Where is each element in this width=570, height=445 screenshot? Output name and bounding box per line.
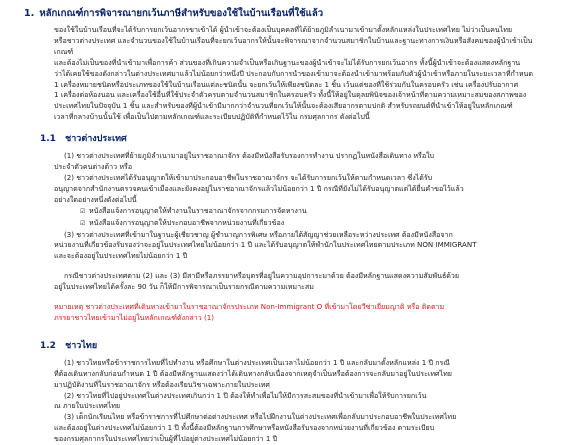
- section-title: หลักเกณฑ์การพิจารณายกเว้นภาษีสำหรับของใช้ในบ้านเรือนที่ใช้แล้ว: [39, 8, 324, 19]
- subsection-heading-foreigners: [40, 131, 546, 145]
- thais-criteria: [54, 358, 546, 445]
- criteria-line: ประจำตัวคนต่างด้าว หรือ: [54, 162, 133, 172]
- criteria-line: ณ ภายในประเทศไทย: [54, 401, 121, 411]
- criteria-line: ที่ต้องเดินทางกลับก่อนกำหนด 1 ปี ต้องมีหลักฐานแสดงว่าได้เดินทางกลับเนื่องจากเหตุจำเป็นหรือต้องการจะกลับมาอยู่ในประเทศไทย: [54, 368, 452, 378]
- warning-note: [54, 302, 546, 324]
- intro-line: ว่าได้เคยใช้ของดังกล่าวในต่างประเทศมาแล้วไม่น้อยกว่าหนึ่งปี ประกอบกับการนำของเข้ามาจะต้องนำเข้ามาพร้อมกับตัวผู้นำเข้าหรือภายในระยะเวลาที่กำหนด: [54, 68, 533, 78]
- bullet-item: [80, 206, 546, 218]
- warning-line: ภรรยาชาวไทยเข้ามาไม่อยู่ในหลักเกณฑ์ดังกล่าว (1): [54, 312, 214, 322]
- section-number: 1.: [24, 8, 35, 19]
- checkbox-bullet-icon: ☑: [80, 207, 86, 215]
- subsection-number: 1.1: [40, 134, 56, 145]
- intro-line: เวลาที่กลางบ้านนั้นใช้ เพื่อเป็นไปตามหลักเกณฑ์และระเบียบปฏิบัติที่กำหนดไว้ใน กรมศุลกากร ดังต่อไปนี้: [54, 112, 370, 122]
- criteria-line: (2) ชาวต่างประเทศได้รับอนุญาตให้เข้ามาประกอบอาชีพในราชอาณาจักร จะได้รับการยกเว้นให้ตามกำหนดเวลา ซึ่งได้รับ: [64, 172, 433, 182]
- subsection-number: 1.2: [40, 340, 56, 351]
- subsection-title: ชาวต่างประเทศ: [65, 134, 127, 145]
- criteria-line: อนุญาตจากสำนักงานตรวจคนเข้าเมืองและยังคงอยู่ในราชอาณาจักรแล้วไม่น้อยกว่า 1 ปี กรณีที่ยังไม่ได้รับอนุญาตแต่ได้ยื่นคำขอไว้แล้ว: [54, 183, 464, 193]
- bullet-text: หนังสือแจ้งการอนุญาตให้ประกอบอาชีพจากหน่วยงานที่เกี่ยวข้อง: [89, 217, 285, 227]
- bullet-item: [80, 218, 546, 230]
- intro-line: หรือชาวต่างประเทศ และจำนวนของใช้ในบ้านเรือนที่จะยกเว้นอากรให้นั้นจะพิจารณาจากจำนวนสมาชิกในบ้านและฐานะทางการเงินหรือสังคมของผู้นำเข้าเป็นเกณฑ์: [54, 35, 533, 56]
- warning-line: หมายเหตุ ชาวต่างประเทศที่เดินทางเข้ามาในราชอาณาจักรประเภท Non-Immigrant O ที่เข้ามาโดยวีซ่าเยี่ยมญาติ หรือ ติดตาม: [54, 302, 445, 312]
- bullet-text: หนังสือแจ้งการอนุญาตให้ทำงานในราชอาณาจักรจากกรมการจัดหางาน: [89, 205, 307, 215]
- criteria-line: มาปฏิบัติงานที่ในราชอาณาจักร หรือต้องเรียนวิชาเฉพาะภายในประเทศ: [54, 379, 270, 389]
- checkbox-bullet-icon: ☑: [80, 219, 86, 227]
- note-line: อยู่ในประเทศไทยได้ครั้งละ 90 วัน ก็ให้มีการพิจารณาเป็นรายกรณีตามความเหมาะสม: [54, 282, 314, 292]
- intro-line: 1 เครื่องต่อห้องนอน และเครื่องใช้อื่นที่ใช้ประจำตัวครบตามจำนวนสมาชิกในครอบครัว ทั้งนี้ให้อยู่ในดุลยพินิจของเจ้าหน้าที่ตามความเหมาะสมของสภาพของ: [54, 90, 527, 100]
- intro-line: 1 เครื่องหมายชนิดหรือประเภทของใช้ในบ้านเรือนแต่ละชนิดนั้น จะยกเว้นให้เพียงชนิดละ 1 ชิ้น เว้นแต่ของที่ใช้ร่วมกันในครอบครัว เช่น เครื่องปรับอากาศ: [54, 79, 519, 89]
- intro-line: ของใช้ในบ้านเรือนที่จะได้รับการยกเว้นอากรขาเข้าได้ ผู้นำเข้าจะต้องเป็นบุคคลที่ได้ย้ายภูมิลำเนามาเข้ามาตั้งหลักแหล่งในประเทศไทย ไม่ว่าเป็นคนไทย: [54, 25, 513, 34]
- criteria-line: หน่วยงานที่เกี่ยวข้องรับรองว่าจะอยู่ในประเทศไทยไม่น้อยกว่า 1 ปี และได้รับอนุญาตให้พำนักในประเทศไทยตามประเภท NON IMMIGRANT: [54, 240, 477, 250]
- intro-paragraph: [54, 25, 546, 123]
- criteria-line: และจะต้องอยู่ในประเทศไทยไม่น้อยกว่า 1 ปี: [54, 251, 188, 261]
- intro-line: และต้องไม่เป็นของที่นำเข้ามาเพื่อการค้า ส่วนของที่เกินความจำเป็นหรือเกินฐานะของผู้นำเข้าจะไม่ได้รับการยกเว้นอากร ทั้งนี้ผู้นำเข้าจะต้องแสดงหลักฐาน: [54, 57, 521, 67]
- note-paragraph: [54, 271, 546, 293]
- criteria-line: (3) เด็กนักเรียนไทย หรือข้าราชการที่ไปศึกษาต่อต่างประเทศ หรือไปฝึกงานในต่างประเทศเพื่อกลับมาประกอบอาชีพในประเทศไทย: [64, 412, 457, 422]
- criteria-line: และต้องอยู่ในต่างประเทศไม่น้อยกว่า 1 ปี ทั้งนี้ต้องมีหลักฐานการศึกษาหรือหนังสือรับรองจากหน่วยงานที่เกี่ยวข้อง ตามระเบียบ: [54, 423, 435, 433]
- criteria-line: อย่างใดอย่างหนึ่งดังต่อไปนี้: [54, 194, 137, 204]
- criteria-line: (1) ชาวต่างประเทศที่ย้ายภูมิลำเนามาอยู่ในราชอาณาจักร ต้องมีหนังสือรับรองการทำงาน ปรากฏในหนังสือเดินทาง หรือใบ: [64, 151, 435, 161]
- note-line: กรณีชาวต่างประเทศตาม (2) และ (3) มีสามีหรือภรรยาหรือบุตรที่อยู่ในความอุปการะมาด้วย ต้องมีหลักฐานแสดงความสัมพันธ์ด้วย: [64, 271, 460, 281]
- section-heading: [24, 6, 546, 21]
- criteria-line: (1) ชาวไทยหรือข้าราชการไทยที่ไปทำงาน หรือศึกษาในต่างประเทศเป็นเวลาไม่น้อยกว่า 1 ปี และกลับมาตั้งหลักแหล่ง 1 ปี กรณี: [64, 357, 450, 367]
- criteria-line: (3) ชาวต่างประเทศที่เข้ามาในฐานะผู้เชี่ยวชาญ ผู้ชำนาญการพิเศษ หรือภายใต้สัญญาช่วยเหลือระหว่างประเทศ ต้องมีหนังสือจาก: [64, 229, 453, 239]
- intro-line: ประเทศไทยในปัจจุบัน 1 ชิ้น และสำหรับของที่ผู้นำเข้ามีมากกว่าจำนวนที่ยกเว้นให้นั้นจะต้องเสียอากรตามปกติ สำหรับรถยนต์ที่นำเข้าให้อยู่ในหลักเกณฑ์: [54, 101, 513, 111]
- foreigners-criteria: [54, 151, 546, 262]
- criteria-line: ของกรมศุลกากรในประเทศไทยว่าเป็นผู้ที่ไปอยู่ต่างประเทศไม่น้อยกว่า 1 ปี: [54, 434, 278, 444]
- criteria-line: (2) ชาวไทยที่ไปอยู่ประเทศในต่างประเทศเกินกว่า 1 ปี ต้องให้ทำเพื่อไม่ให้มีการสะสมของที่นำเข้ามาเพื่อให้รับการยกเว้น: [64, 390, 427, 400]
- subsection-title: ชาวไทย: [65, 340, 98, 351]
- subsection-heading-thais: [40, 338, 546, 352]
